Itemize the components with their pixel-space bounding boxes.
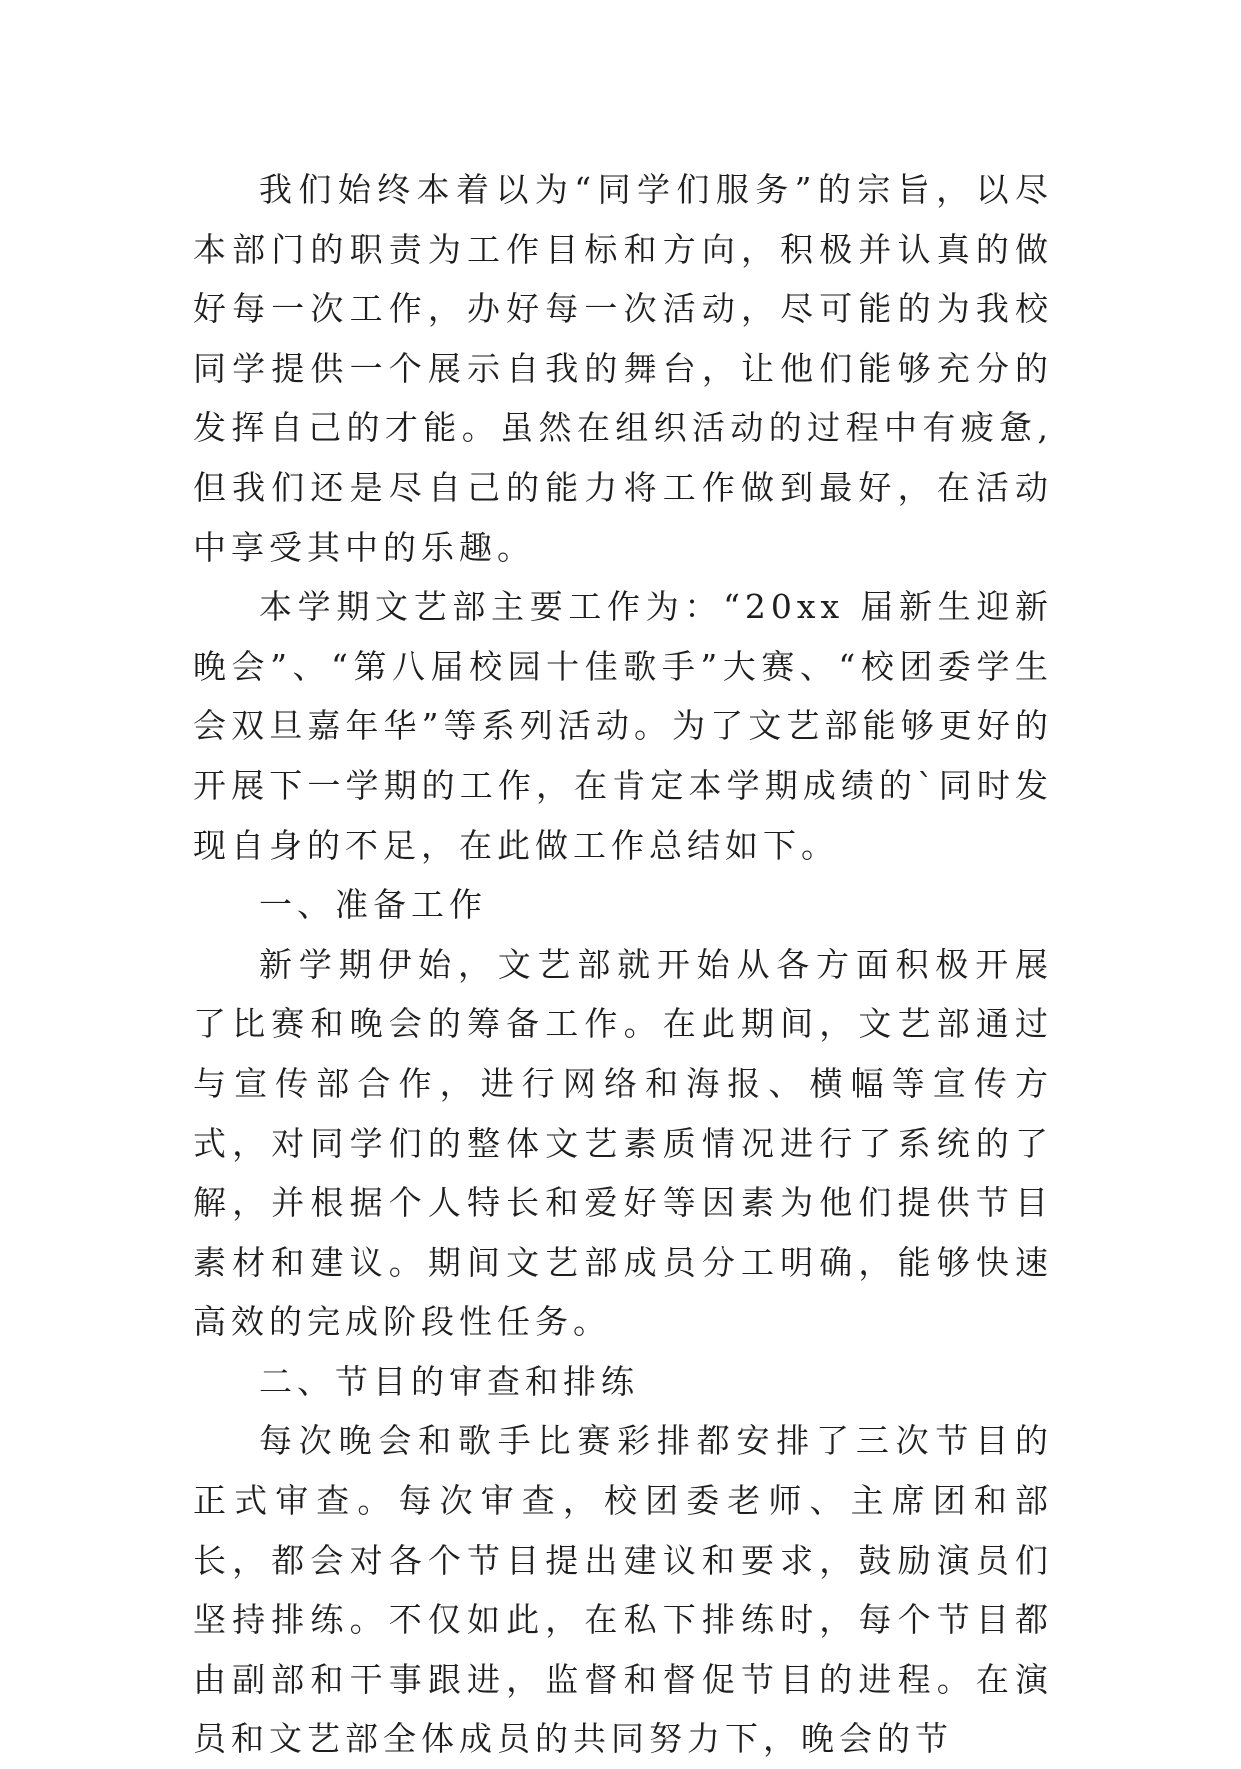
section-heading-preparation: 一、准备工作 [259, 885, 487, 925]
paragraph-preparation: 新学期伊始，文艺部就开始从各方面积极开展了比赛和晚会的筹备工作。在此期间，文艺部通过与宣传部合作，进行网络和海报、横幅等宣传方式，对同学们的整体文艺素质情况进行了系统的了解，并根据个人特长和爱好等因素为他们提供节目素材和建议。期间文艺部成员分工明确，能够快速高效的完成阶段性任务。 [193, 944, 1053, 1342]
paragraph-semester-overview: 本学期文艺部主要工作为：“20xx 届新生迎新晚会”、“第八届校园十佳歌手”大赛、“校团委学生会双旦嘉年华”等系列活动。为了文艺部能够更好的开展下一学期的工作，在肯定本学期成绩的`同时发现自身的不足，在此做工作总结如下。 [193, 587, 1053, 865]
paragraph-review-rehearsal: 每次晚会和歌手比赛彩排都安排了三次节目的正式审查。每次审查，校团委老师、主席团和部长，都会对各个节目提出建议和要求，鼓励演员们坚持排练。不仅如此，在私下排练时，每个节目都由副部和干事跟进，监督和督促节目的进程。在演员和文艺部全体成员的共同努力下，晚会的节 [193, 1421, 1053, 1759]
document-body [193, 160, 1053, 1769]
paragraph-service-purpose: 我们始终本着以为“同学们服务”的宗旨，以尽本部门的职责为工作目标和方向，积极并认真的做好每一次工作，办好每一次活动，尽可能的为我校同学提供一个展示自我的舞台，让他们能够充分的发挥自己的才能。虽然在组织活动的过程中有疲惫,但我们还是尽自己的能力将工作做到最好，在活动中享受其中的乐趣。 [193, 170, 1053, 567]
section-heading-review-rehearsal: 二、节目的审查和排练 [259, 1361, 639, 1401]
